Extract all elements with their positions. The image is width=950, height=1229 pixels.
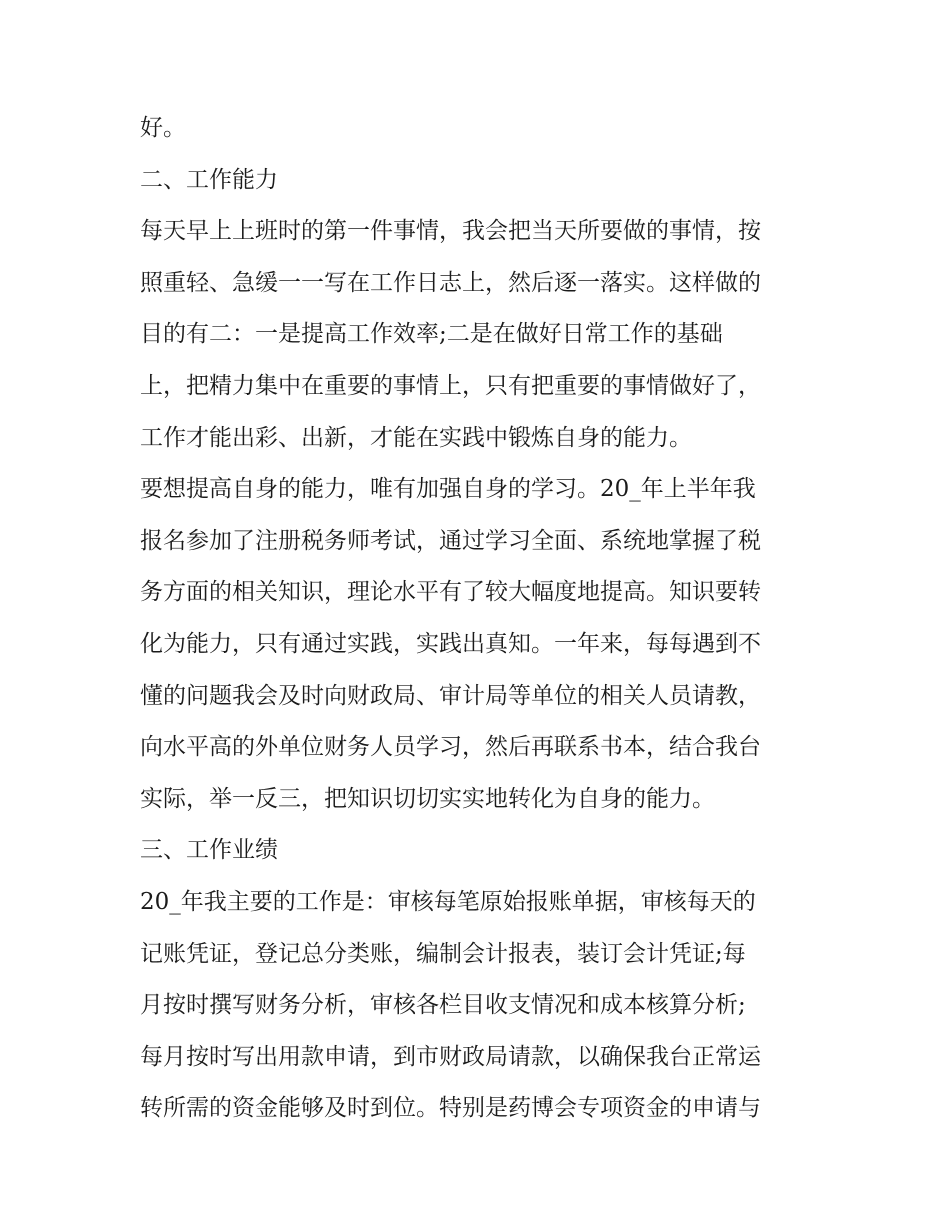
section-heading-performance: 三、工作业绩 <box>140 837 278 864</box>
text-line: 转所需的资金能够及时到位。特别是药博会专项资金的申请与 <box>140 1095 761 1122</box>
text-line: 上，把精力集中在重要的事情上，只有把重要的事情做好了， <box>140 372 761 399</box>
text-line: 实际，举一反三，把知识切切实实地转化为自身的能力。 <box>140 785 715 812</box>
text-line: 照重轻、急缓一一写在工作日志上，然后逐一落实。这样做的 <box>140 269 761 296</box>
text-line: 月按时撰写财务分析，审核各栏目收支情况和成本核算分析; <box>140 992 746 1019</box>
text-line: 要想提高自身的能力，唯有加强自身的学习。20_年上半年我 <box>140 476 756 503</box>
text-line: 记账凭证，登记总分类账，编制会计报表，装订会计凭证;每 <box>140 940 746 967</box>
text-line: 工作才能出彩、出新，才能在实践中锻炼自身的能力。 <box>140 424 692 451</box>
text-line: 向水平高的外单位财务人员学习，然后再联系书本，结合我台 <box>140 734 761 761</box>
text-line: 每月按时写出用款申请，到市财政局请款，以确保我台正常运 <box>140 1043 761 1070</box>
text-line: 每天早上上班时的第一件事情，我会把当天所要做的事情，按 <box>140 218 761 245</box>
text-line: 化为能力，只有通过实践，实践出真知。一年来，每每遇到不 <box>140 630 761 657</box>
document-body <box>140 103 820 1135</box>
text-line: 20_年我主要的工作是：审核每笔原始报账单据，审核每天的 <box>140 888 756 915</box>
text-line: 报名参加了注册税务师考试，通过学习全面、系统地掌握了税 <box>140 527 761 554</box>
text-line: 目的有二：一是提高工作效率;二是在做好日常工作的基础 <box>140 321 723 348</box>
section-heading-ability: 二、工作能力 <box>140 166 278 193</box>
text-line: 务方面的相关知识，理论水平有了较大幅度地提高。知识要转 <box>140 579 761 606</box>
text-line: 好。 <box>140 115 186 141</box>
text-line: 懂的问题我会及时向财政局、审计局等单位的相关人员请教， <box>140 682 761 709</box>
